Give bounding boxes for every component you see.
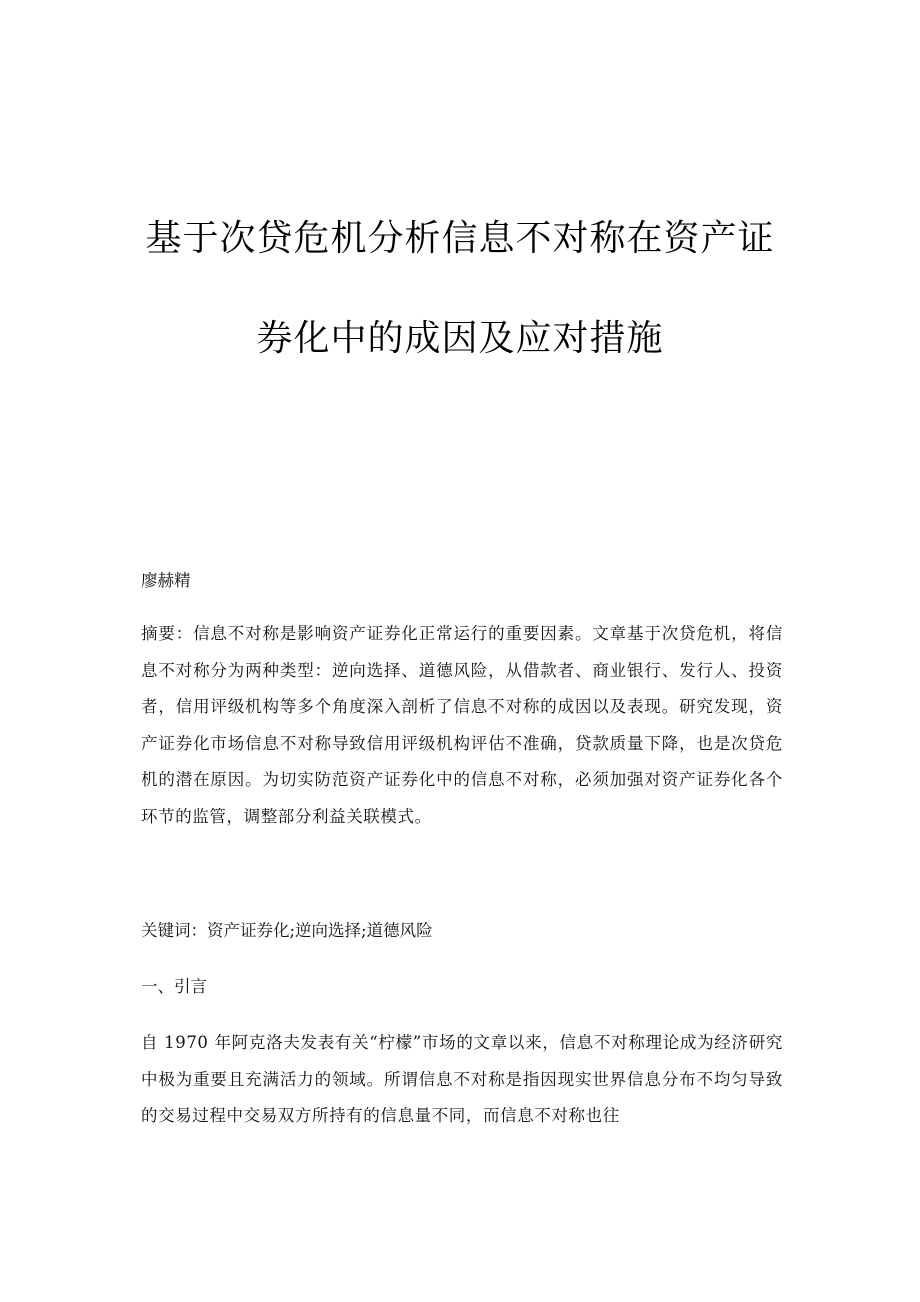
section-heading-introduction: 一、引言 bbox=[141, 977, 207, 996]
keywords-line bbox=[141, 921, 783, 941]
introduction-paragraph: 自 1970 年阿克洛夫发表有关“柠檬”市场的文章以来，信息不对称理论成为经济研究中极为重要且充满活力的领域。所谓信息不对称是指因现实世界信息分布不均匀导致的交易过程中交易双方所持有的信息量不同，而信息不对称也往 bbox=[141, 1033, 783, 1126]
document-title-line-2: 券化中的成因及应对措施 bbox=[256, 318, 664, 359]
abstract-label: 摘要： bbox=[141, 624, 194, 643]
abstract-text: 信息不对称是影响资产证券化正常运行的重要因素。文章基于次贷危机，将信息不对称分为两种类型：逆向选择、道德风险，从借款者、商业银行、发行人、投资者，信用评级机构等多个角度深入剖析了信息不对称的成因以及表现。研究发现，资产证券化市场信息不对称导致信用评级机构评估不准确，贷款质量下降，也是次贷危机的潜在原因。为切实防范资产证券化中的信息不对称，必须加强对资产证券化各个环节的监管，调整部分利益关联模式。 bbox=[141, 624, 783, 826]
author-name: 廖赫精 bbox=[141, 571, 191, 590]
keywords-label: 关键词： bbox=[141, 921, 207, 940]
keywords-text: 资产证券化;逆向选择;道德风险 bbox=[207, 921, 433, 940]
document-title-line-1: 基于次贷危机分析信息不对称在资产证 bbox=[145, 218, 775, 259]
abstract-paragraph bbox=[141, 616, 783, 836]
